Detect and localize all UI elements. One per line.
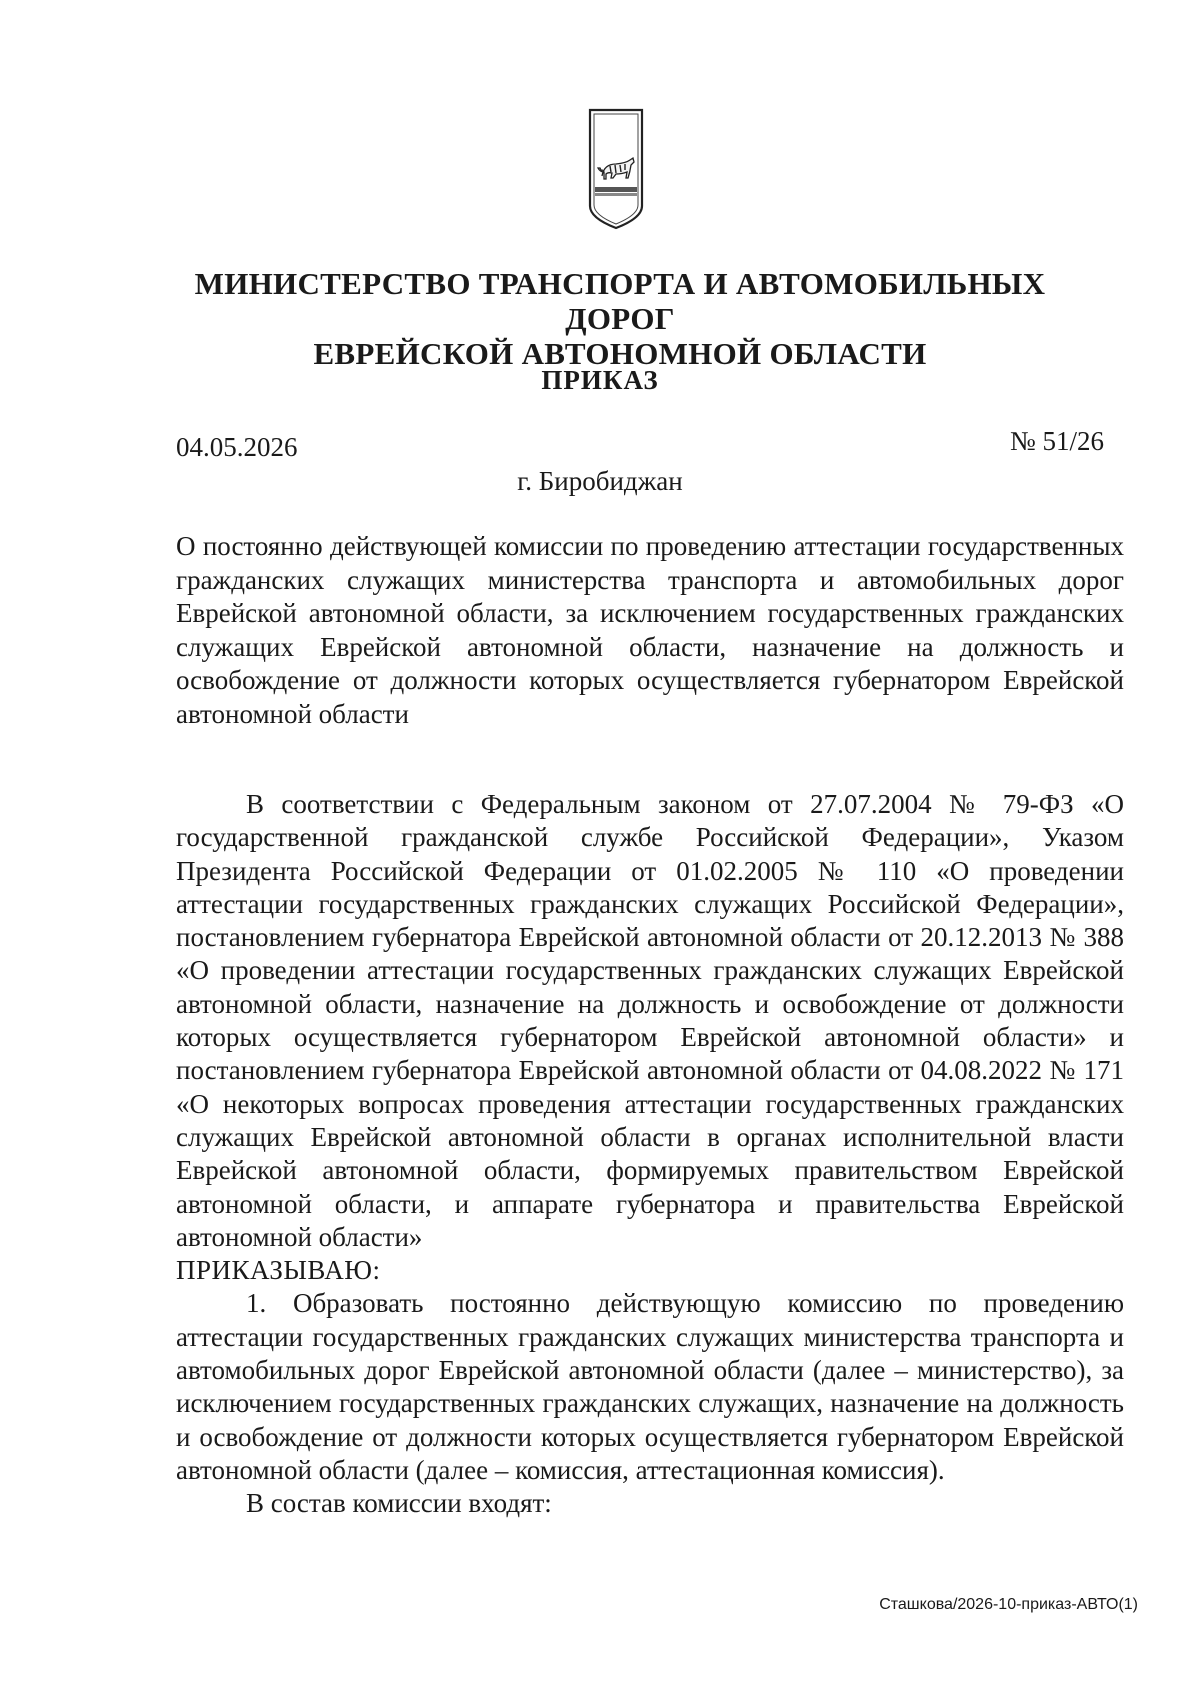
order-date: 04.05.2026 bbox=[176, 432, 298, 462]
document-type: ПРИКАЗ bbox=[541, 365, 659, 395]
ministry-name bbox=[150, 266, 1090, 371]
preamble-paragraph: В соответствии с Федеральным законом от 27.07.2004 № 79-ФЗ «О государственной гражданской службе Российской Федерации», Указом Президента Российской Федерации от 01.02.2005 № 110 «О проведении аттестации государственных гражданских служащих Российской Федерации», постановлением губернатора Еврейской автономной области от 20.12.2013 № 388 «О проведении аттестации государственных гражданских служащих Еврейской автономной области, назначение на должность и освобождение от должности которых осуществляется губернатором Еврейской автономной области» и постановлением губернатора Еврейской автономной области от 04.08.2022 № 171 «О некоторых вопросах проведения аттестации государственных гражданских служащих Еврейской автономной области в органах исполнительной власти Еврейской автономной области, формируемых правительством Еврейской автономной области, и аппарате губернатора и правительства Еврейской автономной области» bbox=[176, 789, 1124, 1252]
coat-of-arms-tiger-icon bbox=[586, 106, 646, 232]
composition-paragraph: В состав комиссии входят: bbox=[246, 1488, 552, 1519]
order-subject: О постоянно действующей комиссии по проведению аттестации государственных гражданских служащих министерства транспорта и автомобильных дорог Еврейской автономной области, за исключением государственных гражданских служащих Еврейской автономной области, назначение на должность и освобождение от должности которых осуществляется губернатором Еврейской автономной области bbox=[176, 531, 1124, 729]
ministry-name-line2: ЕВРЕЙСКОЙ АВТОНОМНОЙ ОБЛАСТИ bbox=[313, 336, 927, 371]
order-number: № 51/26 bbox=[1009, 426, 1104, 456]
order-word: ПРИКАЗЫВАЮ: bbox=[176, 1255, 381, 1286]
order-body bbox=[176, 788, 1124, 1521]
footer-reference: Сташкова/2026-10-приказ-АВТО(1) bbox=[879, 1596, 1138, 1613]
item-1-paragraph: 1. Образовать постоянно действующую комиссию по проведению аттестации государственных гражданских служащих министерства транспорта и автомобильных дорог Еврейской автономной области (далее – министерство), за исключением государственных гражданских служащих, назначение на должность и освобождение от должности которых осуществляется губернатором Еврейской автономной области (далее – комиссия, аттестационная комиссия). bbox=[176, 1288, 1124, 1485]
ministry-name-line1: МИНИСТЕРСТВО ТРАНСПОРТА И АВТОМОБИЛЬНЫХ ДОРОГ bbox=[194, 266, 1046, 336]
order-city: г. Биробиджан bbox=[517, 466, 683, 496]
